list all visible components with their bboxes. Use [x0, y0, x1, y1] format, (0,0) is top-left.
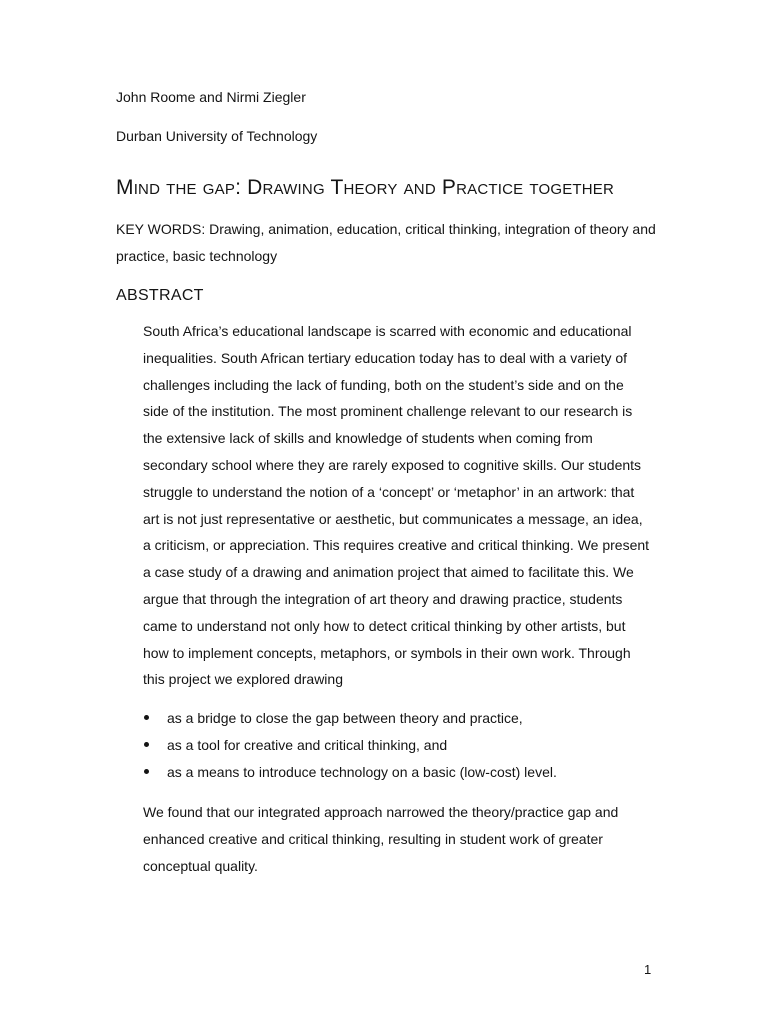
bullet-icon [144, 742, 149, 747]
page-number: 1 [644, 962, 652, 977]
bullet-list [143, 705, 653, 786]
list-item-text: as a tool for creative and critical thinking, and [167, 737, 448, 753]
affiliation: Durban University of Technology [116, 128, 318, 144]
paper-title: Mind the gap: Drawing Theory and Practice together [116, 176, 615, 199]
keywords: KEY WORDS: Drawing, animation, education, critical thinking, integration of theory and practice, basic technology [116, 221, 656, 264]
list-item-text: as a bridge to close the gap between theory and practice, [167, 710, 523, 726]
list-item [143, 705, 653, 732]
bullet-icon [144, 769, 149, 774]
list-item [143, 732, 653, 759]
bullet-icon [144, 715, 149, 720]
abstract-heading: ABSTRACT [116, 287, 204, 304]
abstract-body: South Africa’s educational landscape is scarred with economic and educational inequalities. South African tertiary education today has to deal with a variety of challenges including the lack of funding, both on the student’s side and on the side of the institution. The most prominent challenge relevant to our research is the extensive lack of skills and knowledge of students when coming from secondary school where they are rarely exposed to cognitive skills. Our students struggle to understand the notion of a ‘concept’ or ‘metaphor’ in an artwork: that art is not just representative or aesthetic, but communicates a message, an idea, a criticism, or appreciation. This requires creative and critical thinking. We present a case study of a drawing and animation project that aimed to facilitate this. We argue that through the integration of art theory and drawing practice, students came to understand not only how to detect critical thinking by other artists, but how to implement concepts, metaphors, or symbols in their own work. Through this project we explored drawing [143, 323, 650, 688]
abstract-conclusion: We found that our integrated approach narrowed the theory/practice gap and enhanced creative and critical thinking, resulting in student work of greater conceptual quality. [143, 804, 619, 874]
list-item [143, 759, 653, 786]
authors: John Roome and Nirmi Ziegler [116, 89, 306, 105]
list-item-text: as a means to introduce technology on a basic (low-cost) level. [167, 764, 557, 780]
